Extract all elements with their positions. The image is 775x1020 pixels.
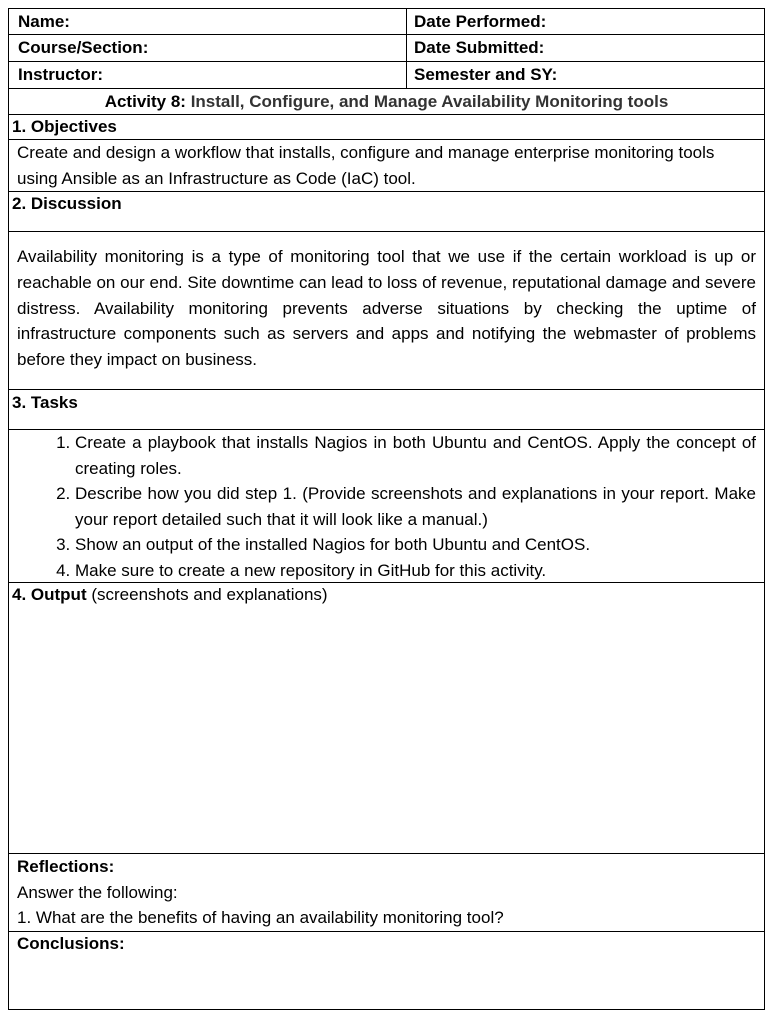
objectives-text: Create and design a workflow that installs, configure and manage enterprise monitoring tools using Ansible as an Infrastructure as Code (IaC) tool. — [8, 140, 765, 192]
course-row — [8, 35, 765, 62]
date-performed-label: Date Performed: — [414, 12, 547, 31]
task-item: 3. Show an output of the installed Nagios for both Ubuntu and CentOS. — [75, 532, 756, 558]
task-item: 1. Create a playbook that installs Nagios in both Ubuntu and CentOS. Apply the concept of creating roles. — [75, 430, 756, 481]
discussion-heading: 2. Discussion — [8, 192, 765, 232]
reflections-heading: Reflections: — [17, 857, 115, 876]
tasks-list-box — [8, 430, 765, 583]
instructor-row — [8, 62, 765, 89]
name-label: Name: — [9, 9, 407, 34]
output-heading: 4. Output — [12, 585, 87, 604]
discussion-text: Availability monitoring is a type of monitoring tool that we use if the certain workload is up or reachable on our end. Site downtime can lead to loss of revenue, reputational damage and severe distress. Availability monitoring prevents adverse situations by checking the uptime of infrastructure components such as servers and apps and notifying the webmaster of problems before they impact on business. — [8, 232, 765, 390]
course-section-label: Course/Section: — [9, 35, 407, 61]
date-submitted-label: Date Submitted: — [414, 38, 545, 57]
name-row — [8, 8, 765, 35]
reflections-question: 1. What are the benefits of having an availability monitoring tool? — [17, 908, 504, 928]
activity-worksheet — [8, 8, 765, 1010]
task-item: 4. Make sure to create a new repository in GitHub for this activity. — [75, 558, 756, 584]
output-section — [8, 583, 765, 854]
instructor-label: Instructor: — [9, 62, 407, 88]
semester-label: Semester and SY: — [414, 65, 558, 84]
output-note: (screenshots and explanations) — [86, 585, 328, 604]
task-item: 2. Describe how you did step 1. (Provide screenshots and explanations in your report. Make your report detailed such that it will look like a manual.) — [75, 481, 756, 532]
activity-prefix: Activity 8: — [104, 92, 191, 111]
objectives-heading: 1. Objectives — [8, 115, 765, 140]
conclusions-heading: Conclusions: — [17, 934, 125, 953]
activity-title-text: Install, Configure, and Manage Availability Monitoring tools — [190, 92, 669, 111]
tasks-list — [9, 430, 764, 584]
conclusions-section — [8, 932, 765, 1010]
tasks-heading: 3. Tasks — [8, 390, 765, 430]
reflections-instruction: Answer the following: — [17, 882, 178, 902]
activity-title — [8, 89, 765, 115]
reflections-section — [8, 854, 765, 932]
